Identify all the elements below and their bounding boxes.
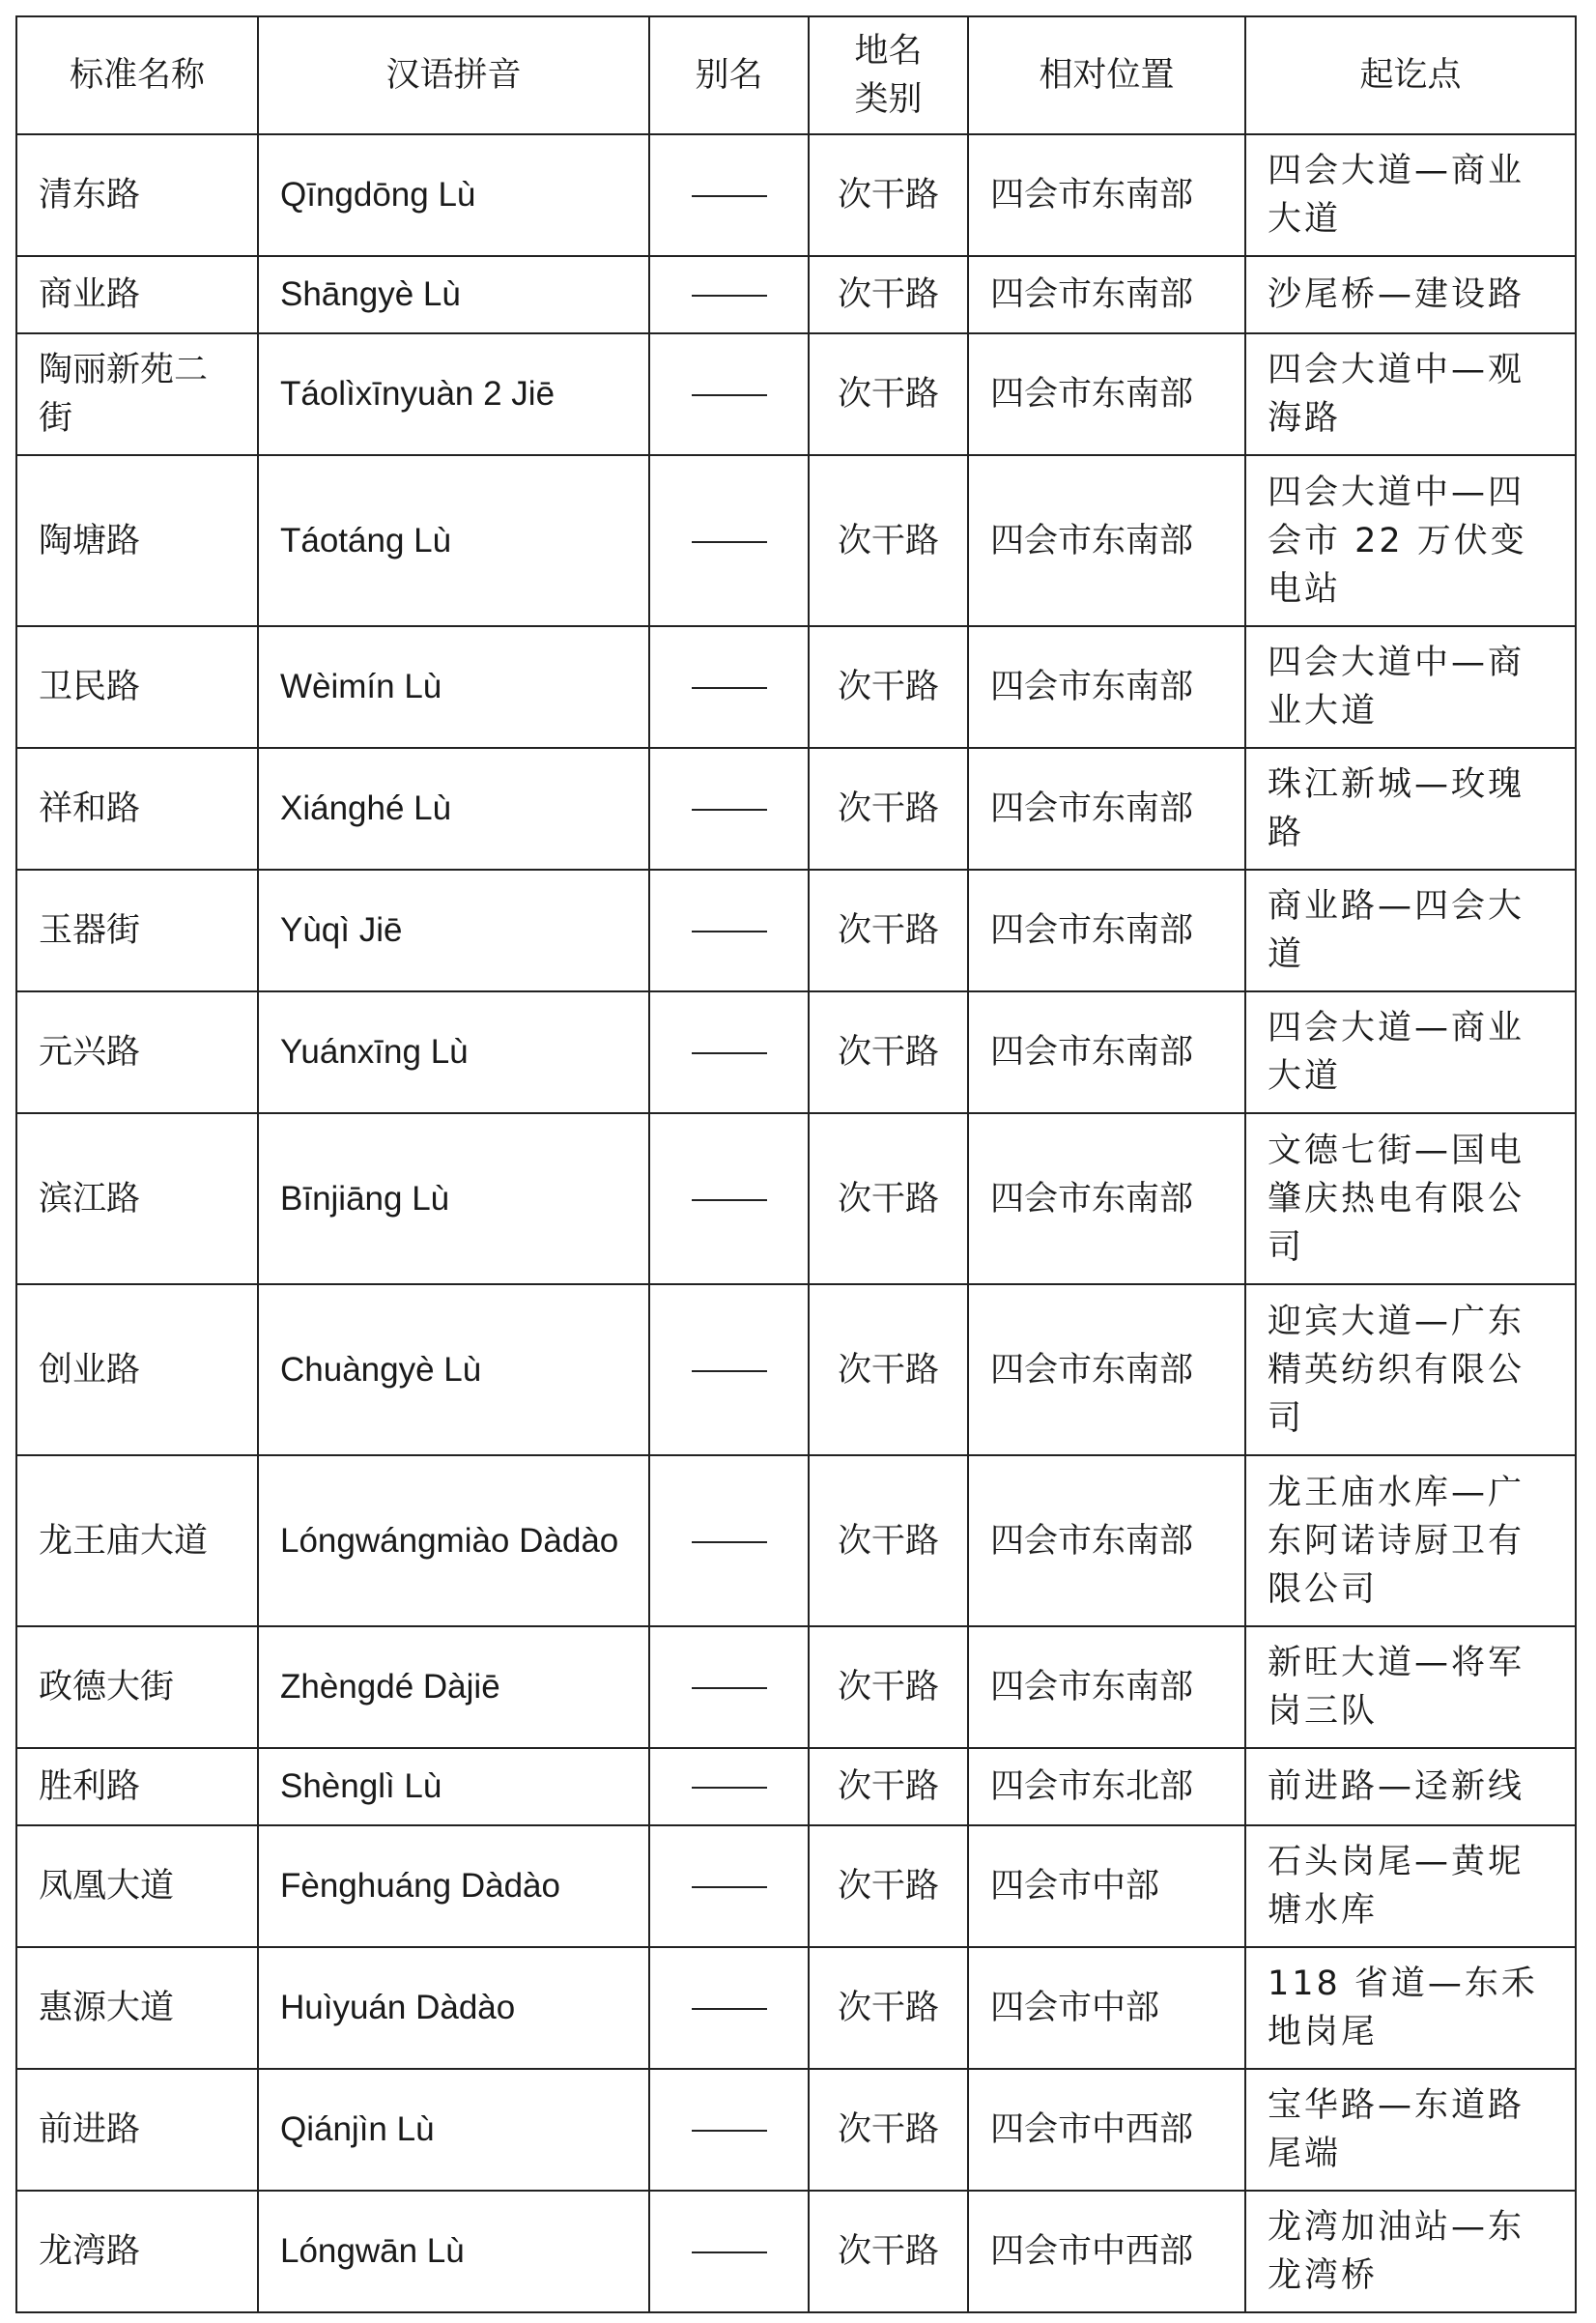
cell-location: 四会市东南部 <box>968 333 1245 455</box>
table-row <box>16 1748 1576 1825</box>
cell-alias <box>649 1748 809 1825</box>
cell-range: 四会大道—商业大道 <box>1245 134 1576 256</box>
alias-text <box>767 1763 768 1764</box>
alias-text <box>767 1517 768 1518</box>
cell-category: 次干路 <box>809 1748 968 1825</box>
cell-category: 次干路 <box>809 870 968 991</box>
cell-pinyin: Yùqì Jiē <box>258 870 649 991</box>
cell-location: 四会市东南部 <box>968 134 1245 256</box>
cell-location: 四会市东南部 <box>968 748 1245 870</box>
table-row <box>16 1284 1576 1455</box>
alias-text <box>767 1175 768 1176</box>
cell-alias <box>649 333 809 455</box>
alias-dash <box>692 687 767 689</box>
cell-standard-name: 陶塘路 <box>16 455 258 626</box>
cell-range: 宝华路—东道路尾端 <box>1245 2069 1576 2191</box>
cell-location: 四会市东南部 <box>968 256 1245 333</box>
cell-category: 次干路 <box>809 333 968 455</box>
cell-pinyin: Fènghuáng Dàdào <box>258 1825 649 1947</box>
alias-text <box>767 517 768 518</box>
cell-category: 次干路 <box>809 1455 968 1626</box>
cell-location: 四会市中西部 <box>968 2069 1245 2191</box>
alias-dash <box>692 809 767 811</box>
alias-dash <box>692 394 767 396</box>
cell-pinyin: Chuàngyè Lù <box>258 1284 649 1455</box>
cell-alias <box>649 2191 809 2312</box>
table-row <box>16 991 1576 1113</box>
alias-text <box>767 1862 768 1863</box>
cell-pinyin: Táolìxīnyuàn 2 Jiē <box>258 333 649 455</box>
cell-alias <box>649 626 809 748</box>
table-row <box>16 870 1576 991</box>
cell-pinyin: Shāngyè Lù <box>258 256 649 333</box>
cell-standard-name: 祥和路 <box>16 748 258 870</box>
cell-alias <box>649 455 809 626</box>
cell-pinyin: Táotáng Lù <box>258 455 649 626</box>
cell-pinyin: Bīnjiāng Lù <box>258 1113 649 1284</box>
table-row <box>16 134 1576 256</box>
cell-location: 四会市东南部 <box>968 1455 1245 1626</box>
alias-dash <box>692 1687 767 1689</box>
table-row <box>16 2069 1576 2191</box>
alias-text <box>767 2227 768 2228</box>
cell-standard-name: 凤凰大道 <box>16 1825 258 1947</box>
alias-text <box>767 1663 768 1664</box>
table-row <box>16 2191 1576 2312</box>
table-row <box>16 256 1576 333</box>
cell-category: 次干路 <box>809 455 968 626</box>
cell-standard-name: 惠源大道 <box>16 1947 258 2069</box>
cell-pinyin: Shènglì Lù <box>258 1748 649 1825</box>
cell-location: 四会市东南部 <box>968 1626 1245 1748</box>
header-pinyin: 汉语拼音 <box>258 16 649 134</box>
cell-range: 商业路—四会大道 <box>1245 870 1576 991</box>
cell-alias <box>649 256 809 333</box>
alias-text <box>767 271 768 272</box>
cell-location: 四会市东南部 <box>968 991 1245 1113</box>
alias-dash <box>692 1541 767 1543</box>
alias-text <box>767 370 768 371</box>
alias-dash <box>692 295 767 297</box>
alias-dash <box>692 1199 767 1201</box>
alias-dash <box>692 931 767 932</box>
cell-category: 次干路 <box>809 2191 968 2312</box>
cell-location: 四会市东南部 <box>968 455 1245 626</box>
cell-range: 文德七街—国电肇庆热电有限公司 <box>1245 1113 1576 1284</box>
cell-location: 四会市中西部 <box>968 2191 1245 2312</box>
cell-category: 次干路 <box>809 256 968 333</box>
cell-range: 四会大道中—观海路 <box>1245 333 1576 455</box>
cell-range: 四会大道中—商业大道 <box>1245 626 1576 748</box>
cell-standard-name: 政德大街 <box>16 1626 258 1748</box>
table-row <box>16 748 1576 870</box>
cell-standard-name: 卫民路 <box>16 626 258 748</box>
cell-category: 次干路 <box>809 626 968 748</box>
cell-alias <box>649 2069 809 2191</box>
alias-text <box>767 2106 768 2107</box>
header-location: 相对位置 <box>968 16 1245 134</box>
alias-text <box>767 785 768 786</box>
cell-alias <box>649 1825 809 1947</box>
cell-range: 石头岗尾—黄坭塘水库 <box>1245 1825 1576 1947</box>
alias-text <box>767 906 768 907</box>
cell-location: 四会市东南部 <box>968 1284 1245 1455</box>
alias-dash <box>692 1370 767 1372</box>
cell-range: 前进路—迳新线 <box>1245 1748 1576 1825</box>
alias-dash <box>692 2251 767 2253</box>
cell-pinyin: Lóngwángmiào Dàdào <box>258 1455 649 1626</box>
header-alias: 别名 <box>649 16 809 134</box>
table-row <box>16 626 1576 748</box>
cell-category: 次干路 <box>809 134 968 256</box>
cell-standard-name: 清东路 <box>16 134 258 256</box>
header-standard-name: 标准名称 <box>16 16 258 134</box>
alias-text <box>767 1346 768 1347</box>
cell-pinyin: Wèimín Lù <box>258 626 649 748</box>
cell-alias <box>649 1626 809 1748</box>
place-name-table <box>15 15 1577 2313</box>
cell-location: 四会市中部 <box>968 1947 1245 2069</box>
alias-dash <box>692 1052 767 1054</box>
cell-pinyin: Xiánghé Lù <box>258 748 649 870</box>
cell-standard-name: 龙湾路 <box>16 2191 258 2312</box>
table-row <box>16 1947 1576 2069</box>
cell-range: 沙尾桥—建设路 <box>1245 256 1576 333</box>
cell-category: 次干路 <box>809 1113 968 1284</box>
cell-standard-name: 玉器街 <box>16 870 258 991</box>
cell-category: 次干路 <box>809 748 968 870</box>
cell-range: 四会大道中—四会市 22 万伏变电站 <box>1245 455 1576 626</box>
cell-alias <box>649 1113 809 1284</box>
cell-alias <box>649 1947 809 2069</box>
cell-alias <box>649 1284 809 1455</box>
cell-alias <box>649 748 809 870</box>
table-header-row <box>16 16 1576 134</box>
cell-standard-name: 元兴路 <box>16 991 258 1113</box>
cell-standard-name: 陶丽新苑二街 <box>16 333 258 455</box>
cell-alias <box>649 991 809 1113</box>
cell-range: 新旺大道—将军岗三队 <box>1245 1626 1576 1748</box>
alias-dash <box>692 1886 767 1888</box>
cell-category: 次干路 <box>809 1825 968 1947</box>
cell-range: 迎宾大道—广东精英纺织有限公司 <box>1245 1284 1576 1455</box>
cell-alias <box>649 1455 809 1626</box>
cell-standard-name: 滨江路 <box>16 1113 258 1284</box>
alias-text <box>767 1984 768 1985</box>
cell-standard-name: 龙王庙大道 <box>16 1455 258 1626</box>
header-range: 起讫点 <box>1245 16 1576 134</box>
cell-location: 四会市东南部 <box>968 626 1245 748</box>
table-row <box>16 1455 1576 1626</box>
cell-pinyin: Zhèngdé Dàjiē <box>258 1626 649 1748</box>
cell-pinyin: Yuánxīng Lù <box>258 991 649 1113</box>
alias-dash <box>692 541 767 543</box>
cell-category: 次干路 <box>809 991 968 1113</box>
cell-range: 龙王庙水库—广东阿诺诗厨卫有限公司 <box>1245 1455 1576 1626</box>
cell-category: 次干路 <box>809 1626 968 1748</box>
cell-location: 四会市东南部 <box>968 870 1245 991</box>
alias-dash <box>692 1787 767 1789</box>
table-row <box>16 333 1576 455</box>
alias-text <box>767 1028 768 1029</box>
cell-standard-name: 前进路 <box>16 2069 258 2191</box>
cell-alias <box>649 870 809 991</box>
cell-pinyin: Qīngdōng Lù <box>258 134 649 256</box>
table-row <box>16 1113 1576 1284</box>
table-row <box>16 1626 1576 1748</box>
alias-text <box>767 171 768 172</box>
cell-category: 次干路 <box>809 1284 968 1455</box>
cell-standard-name: 商业路 <box>16 256 258 333</box>
table-row <box>16 1825 1576 1947</box>
cell-location: 四会市东北部 <box>968 1748 1245 1825</box>
cell-category: 次干路 <box>809 1947 968 2069</box>
alias-dash <box>692 2130 767 2132</box>
cell-location: 四会市东南部 <box>968 1113 1245 1284</box>
cell-pinyin: Huìyuán Dàdào <box>258 1947 649 2069</box>
cell-standard-name: 胜利路 <box>16 1748 258 1825</box>
header-category: 地名类别 <box>809 16 968 134</box>
cell-range: 龙湾加油站—东龙湾桥 <box>1245 2191 1576 2312</box>
alias-dash <box>692 2008 767 2010</box>
cell-location: 四会市中部 <box>968 1825 1245 1947</box>
cell-range: 珠江新城—玫瑰路 <box>1245 748 1576 870</box>
alias-text <box>767 663 768 664</box>
alias-dash <box>692 195 767 197</box>
cell-pinyin: Lóngwān Lù <box>258 2191 649 2312</box>
cell-pinyin: Qiánjìn Lù <box>258 2069 649 2191</box>
cell-range: 四会大道—商业大道 <box>1245 991 1576 1113</box>
cell-range: 118 省道—东禾地岗尾 <box>1245 1947 1576 2069</box>
cell-category: 次干路 <box>809 2069 968 2191</box>
cell-standard-name: 创业路 <box>16 1284 258 1455</box>
table-row <box>16 455 1576 626</box>
cell-alias <box>649 134 809 256</box>
